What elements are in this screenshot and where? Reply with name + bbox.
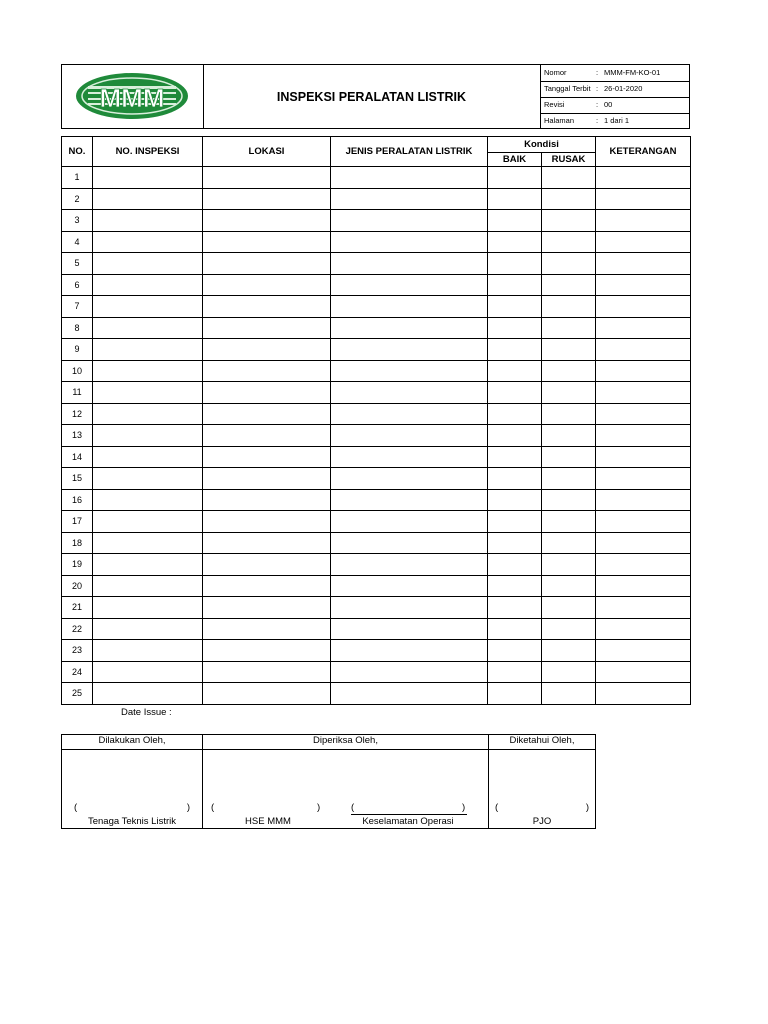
date-issue-label: Date Issue : xyxy=(121,707,172,718)
row-number: 7 xyxy=(62,296,93,318)
mmm-logo-icon xyxy=(62,65,203,128)
table-row xyxy=(62,425,691,447)
table-row xyxy=(62,597,691,619)
cell-rusak[interactable] xyxy=(542,511,596,533)
row-number: 19 xyxy=(62,554,93,576)
cell-lokasi[interactable] xyxy=(203,575,331,597)
cell-rusak[interactable] xyxy=(542,382,596,404)
table-row xyxy=(62,575,691,597)
row-number: 5 xyxy=(62,253,93,275)
info-row-nomor: Nomor : MMM-FM-KO-01 xyxy=(541,65,689,82)
cell-lokasi[interactable] xyxy=(203,618,331,640)
cell-jenis[interactable] xyxy=(331,446,488,468)
row-number: 18 xyxy=(62,532,93,554)
row-number: 4 xyxy=(62,231,93,253)
cell-baik[interactable] xyxy=(488,231,542,253)
cell-keterangan[interactable] xyxy=(596,339,691,361)
row-number: 16 xyxy=(62,489,93,511)
cell-lokasi[interactable] xyxy=(203,210,331,232)
info-row-revisi: Revisi : 00 xyxy=(541,97,689,114)
cell-no-inspeksi[interactable] xyxy=(93,640,203,662)
cell-no-inspeksi[interactable] xyxy=(93,188,203,210)
cell-rusak[interactable] xyxy=(542,339,596,361)
cell-keterangan[interactable] xyxy=(596,403,691,425)
table-row xyxy=(62,253,691,275)
cell-keterangan[interactable] xyxy=(596,274,691,296)
col-header-keterangan: KETERANGAN xyxy=(596,137,691,167)
col-header-rusak: RUSAK xyxy=(542,153,596,167)
cell-no-inspeksi[interactable] xyxy=(93,468,203,490)
cell-no-inspeksi[interactable] xyxy=(93,253,203,275)
sig-header-diperiksa: Diperiksa Oleh, xyxy=(203,735,489,750)
cell-baik[interactable] xyxy=(488,511,542,533)
col-header-kondisi: Kondisi xyxy=(488,137,596,153)
cell-rusak[interactable] xyxy=(542,554,596,576)
cell-baik[interactable] xyxy=(488,382,542,404)
row-number: 14 xyxy=(62,446,93,468)
cell-baik[interactable] xyxy=(488,253,542,275)
cell-jenis[interactable] xyxy=(331,640,488,662)
sig-slot-pjo[interactable]: ( ) PJO xyxy=(489,750,596,829)
table-row xyxy=(62,360,691,382)
cell-baik[interactable] xyxy=(488,317,542,339)
cell-jenis[interactable] xyxy=(331,231,488,253)
cell-rusak[interactable] xyxy=(542,532,596,554)
cell-no-inspeksi[interactable] xyxy=(93,597,203,619)
row-number: 3 xyxy=(62,210,93,232)
row-number: 1 xyxy=(62,167,93,189)
table-row xyxy=(62,382,691,404)
table-row xyxy=(62,210,691,232)
row-number: 13 xyxy=(62,425,93,447)
inspection-table xyxy=(61,136,691,705)
cell-baik[interactable] xyxy=(488,532,542,554)
cell-rusak[interactable] xyxy=(542,188,596,210)
sig-header-diketahui: Diketahui Oleh, xyxy=(489,735,596,750)
cell-keterangan[interactable] xyxy=(596,661,691,683)
table-row xyxy=(62,317,691,339)
table-row xyxy=(62,296,691,318)
info-row-tanggal: Tanggal Terbit : 26-01-2020 xyxy=(541,81,689,98)
col-header-lokasi: LOKASI xyxy=(203,137,331,167)
cell-keterangan[interactable] xyxy=(596,317,691,339)
cell-lokasi[interactable] xyxy=(203,339,331,361)
cell-keterangan[interactable] xyxy=(596,618,691,640)
cell-no-inspeksi[interactable] xyxy=(93,231,203,253)
cell-no-inspeksi[interactable] xyxy=(93,425,203,447)
cell-lokasi[interactable] xyxy=(203,403,331,425)
cell-jenis[interactable] xyxy=(331,188,488,210)
row-number: 24 xyxy=(62,661,93,683)
sig-role-teknis: Tenaga Teknis Listrik xyxy=(87,816,176,827)
cell-baik[interactable] xyxy=(488,640,542,662)
document-title: INSPEKSI PERALATAN LISTRIK xyxy=(203,65,541,128)
cell-lokasi[interactable] xyxy=(203,425,331,447)
col-header-baik: BAIK xyxy=(488,153,542,167)
sig-slot-teknis[interactable]: ( ) Tenaga Teknis Listrik xyxy=(62,750,203,829)
cell-lokasi[interactable] xyxy=(203,231,331,253)
cell-baik[interactable] xyxy=(488,274,542,296)
cell-keterangan[interactable] xyxy=(596,468,691,490)
table-row xyxy=(62,188,691,210)
sig-role-pjo: PJO xyxy=(532,816,552,827)
cell-baik[interactable] xyxy=(488,360,542,382)
cell-jenis[interactable] xyxy=(331,339,488,361)
cell-jenis[interactable] xyxy=(331,683,488,705)
cell-lokasi[interactable] xyxy=(203,167,331,189)
cell-baik[interactable] xyxy=(488,167,542,189)
row-number: 2 xyxy=(62,188,93,210)
cell-keterangan[interactable] xyxy=(596,296,691,318)
cell-rusak[interactable] xyxy=(542,597,596,619)
row-number: 10 xyxy=(62,360,93,382)
table-row xyxy=(62,403,691,425)
sig-role-ko: Keselamatan Operasi xyxy=(362,816,454,827)
cell-no-inspeksi[interactable] xyxy=(93,317,203,339)
cell-jenis[interactable] xyxy=(331,468,488,490)
cell-keterangan[interactable] xyxy=(596,446,691,468)
row-number: 6 xyxy=(62,274,93,296)
cell-keterangan[interactable] xyxy=(596,253,691,275)
cell-no-inspeksi[interactable] xyxy=(93,532,203,554)
cell-lokasi[interactable] xyxy=(203,489,331,511)
cell-baik[interactable] xyxy=(488,575,542,597)
row-number: 8 xyxy=(62,317,93,339)
cell-rusak[interactable] xyxy=(542,360,596,382)
cell-lokasi[interactable] xyxy=(203,640,331,662)
table-row xyxy=(62,167,691,189)
cell-baik[interactable] xyxy=(488,661,542,683)
table-row xyxy=(62,489,691,511)
cell-baik[interactable] xyxy=(488,683,542,705)
table-row xyxy=(62,339,691,361)
row-number: 17 xyxy=(62,511,93,533)
table-row xyxy=(62,640,691,662)
cell-baik[interactable] xyxy=(488,339,542,361)
row-number: 12 xyxy=(62,403,93,425)
cell-baik[interactable] xyxy=(488,618,542,640)
cell-baik[interactable] xyxy=(488,296,542,318)
cell-no-inspeksi[interactable] xyxy=(93,554,203,576)
cell-no-inspeksi[interactable] xyxy=(93,403,203,425)
company-logo xyxy=(62,65,204,128)
cell-no-inspeksi[interactable] xyxy=(93,489,203,511)
cell-rusak[interactable] xyxy=(542,274,596,296)
cell-keterangan[interactable] xyxy=(596,532,691,554)
cell-jenis[interactable] xyxy=(331,425,488,447)
cell-rusak[interactable] xyxy=(542,468,596,490)
row-number: 9 xyxy=(62,339,93,361)
col-header-no: NO. xyxy=(62,137,93,167)
col-header-jenis: JENIS PERALATAN LISTRIK xyxy=(331,137,488,167)
cell-no-inspeksi[interactable] xyxy=(93,339,203,361)
row-number: 23 xyxy=(62,640,93,662)
cell-jenis[interactable] xyxy=(331,296,488,318)
cell-rusak[interactable] xyxy=(542,640,596,662)
cell-lokasi[interactable] xyxy=(203,446,331,468)
row-number: 11 xyxy=(62,382,93,404)
table-row xyxy=(62,446,691,468)
cell-keterangan[interactable] xyxy=(596,188,691,210)
table-row xyxy=(62,231,691,253)
col-header-no-inspeksi: NO. INSPEKSI xyxy=(93,137,203,167)
logo-text: MMM xyxy=(99,83,165,113)
cell-lokasi[interactable] xyxy=(203,253,331,275)
cell-rusak[interactable] xyxy=(542,210,596,232)
cell-jenis[interactable] xyxy=(331,382,488,404)
document-header xyxy=(61,64,690,129)
cell-rusak[interactable] xyxy=(542,489,596,511)
cell-baik[interactable] xyxy=(488,489,542,511)
cell-lokasi[interactable] xyxy=(203,661,331,683)
cell-rusak[interactable] xyxy=(542,253,596,275)
cell-keterangan[interactable] xyxy=(596,489,691,511)
cell-jenis[interactable] xyxy=(331,253,488,275)
cell-lokasi[interactable] xyxy=(203,532,331,554)
cell-lokasi[interactable] xyxy=(203,317,331,339)
cell-rusak[interactable] xyxy=(542,403,596,425)
cell-rusak[interactable] xyxy=(542,167,596,189)
cell-no-inspeksi[interactable] xyxy=(93,446,203,468)
table-row xyxy=(62,468,691,490)
cell-rusak[interactable] xyxy=(542,661,596,683)
cell-keterangan[interactable] xyxy=(596,511,691,533)
signature-table xyxy=(61,734,596,829)
cell-jenis[interactable] xyxy=(331,597,488,619)
row-number: 20 xyxy=(62,575,93,597)
table-row xyxy=(62,554,691,576)
cell-jenis[interactable] xyxy=(331,274,488,296)
cell-lokasi[interactable] xyxy=(203,360,331,382)
cell-lokasi[interactable] xyxy=(203,274,331,296)
cell-no-inspeksi[interactable] xyxy=(93,575,203,597)
cell-jenis[interactable] xyxy=(331,167,488,189)
row-number: 21 xyxy=(62,597,93,619)
cell-jenis[interactable] xyxy=(331,317,488,339)
table-row xyxy=(62,618,691,640)
row-number: 22 xyxy=(62,618,93,640)
cell-keterangan[interactable] xyxy=(596,382,691,404)
cell-no-inspeksi[interactable] xyxy=(93,296,203,318)
cell-baik[interactable] xyxy=(488,468,542,490)
cell-no-inspeksi[interactable] xyxy=(93,274,203,296)
cell-jenis[interactable] xyxy=(331,554,488,576)
sig-slot-diperiksa[interactable]: ( ) ( ) HSE MMM Keselamatan Operasi xyxy=(203,750,489,829)
table-row xyxy=(62,661,691,683)
sig-role-hse: HSE MMM xyxy=(245,816,291,827)
cell-baik[interactable] xyxy=(488,425,542,447)
cell-rusak[interactable] xyxy=(542,231,596,253)
cell-jenis[interactable] xyxy=(331,210,488,232)
cell-keterangan[interactable] xyxy=(596,597,691,619)
cell-rusak[interactable] xyxy=(542,618,596,640)
cell-jenis[interactable] xyxy=(331,403,488,425)
cell-lokasi[interactable] xyxy=(203,296,331,318)
cell-rusak[interactable] xyxy=(542,683,596,705)
document-info xyxy=(541,65,689,128)
cell-keterangan[interactable] xyxy=(596,640,691,662)
cell-keterangan[interactable] xyxy=(596,231,691,253)
cell-baik[interactable] xyxy=(488,188,542,210)
cell-rusak[interactable] xyxy=(542,296,596,318)
cell-no-inspeksi[interactable] xyxy=(93,360,203,382)
row-number: 15 xyxy=(62,468,93,490)
cell-no-inspeksi[interactable] xyxy=(93,683,203,705)
cell-rusak[interactable] xyxy=(542,425,596,447)
info-row-halaman: Halaman : 1 dari 1 xyxy=(544,116,630,125)
cell-lokasi[interactable] xyxy=(203,511,331,533)
row-number: 25 xyxy=(62,683,93,705)
cell-lokasi[interactable] xyxy=(203,382,331,404)
cell-lokasi[interactable] xyxy=(203,554,331,576)
cell-lokasi[interactable] xyxy=(203,683,331,705)
cell-keterangan[interactable] xyxy=(596,210,691,232)
cell-keterangan[interactable] xyxy=(596,683,691,705)
table-row xyxy=(62,683,691,705)
sig-header-dilakukan: Dilakukan Oleh, xyxy=(62,735,203,750)
cell-rusak[interactable] xyxy=(542,575,596,597)
cell-keterangan[interactable] xyxy=(596,554,691,576)
table-row xyxy=(62,511,691,533)
cell-jenis[interactable] xyxy=(331,511,488,533)
cell-rusak[interactable] xyxy=(542,446,596,468)
cell-no-inspeksi[interactable] xyxy=(93,661,203,683)
cell-rusak[interactable] xyxy=(542,317,596,339)
cell-jenis[interactable] xyxy=(331,661,488,683)
sig-line-ko xyxy=(351,802,467,815)
cell-jenis[interactable] xyxy=(331,360,488,382)
cell-no-inspeksi[interactable] xyxy=(93,382,203,404)
cell-no-inspeksi[interactable] xyxy=(93,210,203,232)
cell-lokasi[interactable] xyxy=(203,597,331,619)
cell-lokasi[interactable] xyxy=(203,468,331,490)
table-row xyxy=(62,532,691,554)
cell-baik[interactable] xyxy=(488,446,542,468)
cell-no-inspeksi[interactable] xyxy=(93,167,203,189)
cell-lokasi[interactable] xyxy=(203,188,331,210)
cell-baik[interactable] xyxy=(488,597,542,619)
table-row xyxy=(62,274,691,296)
cell-no-inspeksi[interactable] xyxy=(93,618,203,640)
cell-jenis[interactable] xyxy=(331,489,488,511)
cell-keterangan[interactable] xyxy=(596,360,691,382)
cell-jenis[interactable] xyxy=(331,532,488,554)
cell-baik[interactable] xyxy=(488,403,542,425)
cell-jenis[interactable] xyxy=(331,618,488,640)
cell-baik[interactable] xyxy=(488,554,542,576)
cell-keterangan[interactable] xyxy=(596,575,691,597)
cell-keterangan[interactable] xyxy=(596,167,691,189)
cell-baik[interactable] xyxy=(488,210,542,232)
cell-keterangan[interactable] xyxy=(596,425,691,447)
cell-jenis[interactable] xyxy=(331,575,488,597)
cell-no-inspeksi[interactable] xyxy=(93,511,203,533)
